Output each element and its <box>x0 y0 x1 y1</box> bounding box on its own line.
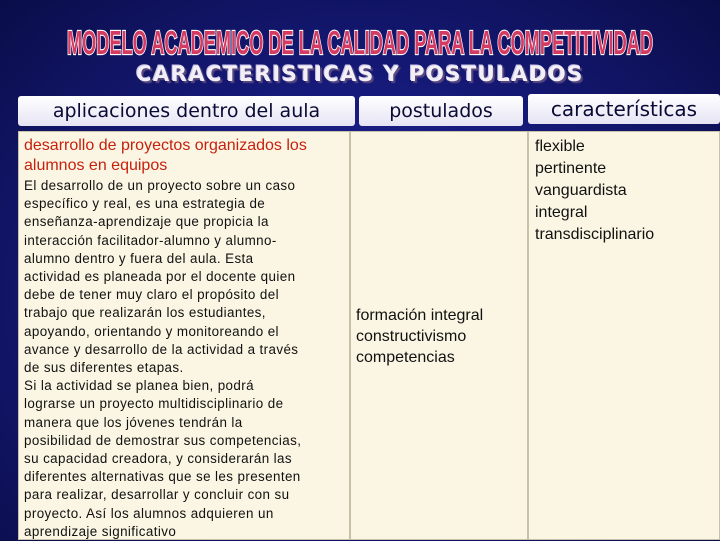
postulado-item: competencias <box>356 349 455 366</box>
subtitle: CARACTERISTICAS Y POSTULADOS <box>136 62 584 86</box>
panel-caracteristicas <box>528 131 720 540</box>
header-postulados: postulados <box>359 96 523 126</box>
caracteristica-item: vanguardista <box>535 182 627 199</box>
postulado-item: formación integral <box>356 307 484 324</box>
panel-postulados <box>350 131 528 540</box>
postulado-item: constructivismo <box>356 328 467 345</box>
aplicaciones-body: El desarrollo de un proyecto sobre un caso específico y real, es una estrategia de enseñanza-aprendizaje que propicia la interacción facilitador-alumno y alumno- alumno dentro y fuera del aula. Esta actividad es planeada por el docente quien debe de tener muy claro el propósito del trabajo que realizarán los estudiantes, apoyando, orientando y monitoreando el avance y desarrollo de la actividad a través de sus diferentes etapas. Si la actividad se planea bien, podrá lograrse un proyecto multidisciplinario de manera que los jóvenes tendrán la posibilidad de demostrar sus competencias, su capacidad creadora, y considerarán las diferentes alternativas que se les presenten para realizar, desarrollar y concluir con su proyecto. Así los alumnos adquieren un aprendizaje significativo <box>24 178 302 539</box>
caracteristica-item: transdisciplinario <box>535 226 655 243</box>
caracteristica-item: integral <box>535 204 588 221</box>
header-caracteristicas: características <box>528 94 720 124</box>
aplicaciones-heading: desarrollo de proyectos organizados los alumnos en equipos <box>24 137 307 174</box>
main-title-text: MODELO ACADEMICO DE LA CALIDAD PARA LA COMPETITIVIDAD <box>67 24 653 61</box>
main-title <box>60 16 660 64</box>
postulados-list <box>356 305 483 368</box>
panel-aplicaciones <box>18 131 350 540</box>
caracteristicas-list <box>535 136 654 246</box>
caracteristica-item: pertinente <box>535 160 607 177</box>
caracteristica-item: flexible <box>535 138 585 155</box>
header-aplicaciones: aplicaciones dentro del aula <box>18 96 355 126</box>
